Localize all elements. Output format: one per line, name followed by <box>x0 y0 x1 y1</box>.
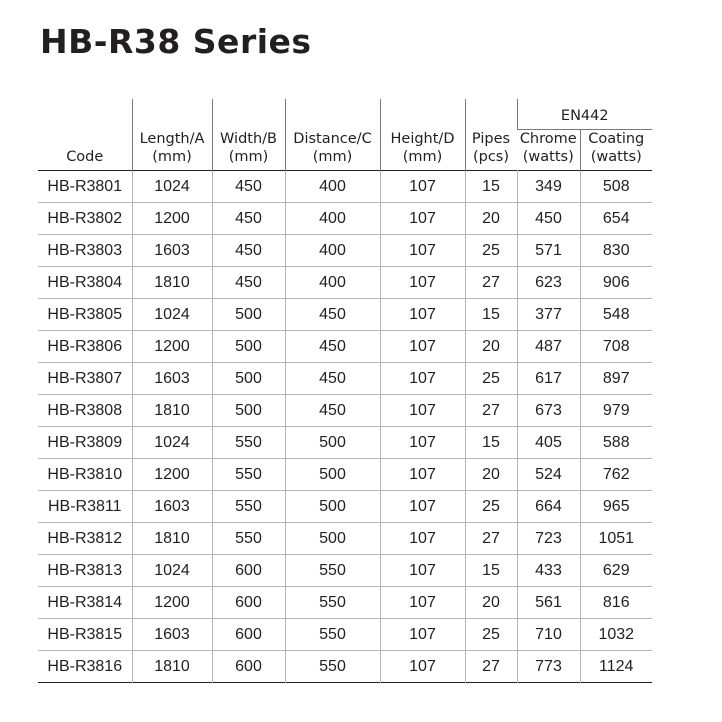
cell-pipes: 27 <box>465 651 517 683</box>
cell-chrome: 377 <box>517 299 580 331</box>
cell-width: 500 <box>212 299 285 331</box>
cell-coating: 897 <box>580 363 652 395</box>
cell-code: HB-R3807 <box>47 369 123 387</box>
cell-length: 1200 <box>132 459 212 491</box>
header-height <box>380 99 465 171</box>
cell-width: 450 <box>212 203 285 235</box>
cell-distance: 550 <box>285 587 380 619</box>
cell-distance: 400 <box>285 203 380 235</box>
cell-distance: 500 <box>285 459 380 491</box>
table-row <box>38 651 652 683</box>
cell-height: 107 <box>380 523 465 555</box>
cell-width: 500 <box>212 395 285 427</box>
header-distance-unit: (mm) <box>312 149 353 165</box>
cell-height: 107 <box>380 491 465 523</box>
cell-coating: 588 <box>580 427 652 459</box>
cell-height: 107 <box>380 299 465 331</box>
cell-length: 1603 <box>132 363 212 395</box>
cell-code: HB-R3810 <box>47 465 123 483</box>
cell-coating: 1051 <box>580 523 652 555</box>
cell-height: 107 <box>380 619 465 651</box>
cell-code: HB-R3816 <box>47 657 123 675</box>
header-pipes-label: Pipes <box>471 131 511 147</box>
cell-pipes: 15 <box>465 555 517 587</box>
cell-chrome: 723 <box>517 523 580 555</box>
cell-coating: 762 <box>580 459 652 491</box>
table-row <box>38 203 652 235</box>
cell-height: 107 <box>380 171 465 203</box>
cell-length: 1810 <box>132 651 212 683</box>
cell-pipes: 15 <box>465 171 517 203</box>
cell-height: 107 <box>380 651 465 683</box>
cell-pipes: 20 <box>465 203 517 235</box>
cell-distance: 400 <box>285 171 380 203</box>
cell-chrome: 450 <box>517 203 580 235</box>
cell-width: 550 <box>212 427 285 459</box>
cell-length: 1603 <box>132 491 212 523</box>
cell-length: 1603 <box>132 619 212 651</box>
cell-length: 1024 <box>132 171 212 203</box>
cell-code: HB-R3813 <box>47 561 123 579</box>
cell-width: 600 <box>212 651 285 683</box>
cell-length: 1810 <box>132 395 212 427</box>
cell-code: HB-R3804 <box>47 273 123 291</box>
cell-width: 600 <box>212 555 285 587</box>
header-length <box>132 99 212 171</box>
cell-code: HB-R3809 <box>47 433 123 451</box>
cell-width: 550 <box>212 491 285 523</box>
cell-code: HB-R3814 <box>47 593 123 611</box>
cell-height: 107 <box>380 587 465 619</box>
table-row <box>38 171 652 203</box>
cell-length: 1024 <box>132 299 212 331</box>
table-row <box>38 235 652 267</box>
table-row <box>38 619 652 651</box>
cell-chrome: 524 <box>517 459 580 491</box>
cell-distance: 550 <box>285 651 380 683</box>
table-row <box>38 555 652 587</box>
cell-pipes: 25 <box>465 235 517 267</box>
cell-length: 1200 <box>132 331 212 363</box>
header-coating-label: Coating <box>588 131 645 147</box>
cell-chrome: 673 <box>517 395 580 427</box>
cell-code: HB-R3801 <box>47 177 123 195</box>
cell-code: HB-R3802 <box>47 209 123 227</box>
cell-coating: 508 <box>580 171 652 203</box>
cell-height: 107 <box>380 395 465 427</box>
cell-distance: 500 <box>285 427 380 459</box>
cell-height: 107 <box>380 203 465 235</box>
header-chrome-unit: (watts) <box>522 149 574 165</box>
table-row <box>38 427 652 459</box>
header-chrome <box>517 130 580 171</box>
cell-width: 600 <box>212 619 285 651</box>
spec-table <box>38 99 652 683</box>
cell-distance: 400 <box>285 267 380 299</box>
page-title: HB-R38 Series <box>40 22 312 61</box>
cell-width: 500 <box>212 331 285 363</box>
header-length-unit: (mm) <box>152 149 192 165</box>
cell-length: 1200 <box>132 203 212 235</box>
cell-distance: 500 <box>285 491 380 523</box>
cell-distance: 450 <box>285 363 380 395</box>
cell-width: 600 <box>212 587 285 619</box>
cell-coating: 708 <box>580 331 652 363</box>
table-row <box>38 587 652 619</box>
cell-coating: 629 <box>580 555 652 587</box>
cell-chrome: 571 <box>517 235 580 267</box>
cell-distance: 550 <box>285 555 380 587</box>
header-distance <box>285 99 380 171</box>
header-height-unit: (mm) <box>402 149 443 165</box>
cell-length: 1603 <box>132 235 212 267</box>
cell-distance: 450 <box>285 299 380 331</box>
cell-chrome: 487 <box>517 331 580 363</box>
cell-chrome: 349 <box>517 171 580 203</box>
header-coating-unit: (watts) <box>590 149 642 165</box>
header-length-label: Length/A <box>139 131 205 147</box>
cell-height: 107 <box>380 555 465 587</box>
cell-coating: 830 <box>580 235 652 267</box>
cell-chrome: 623 <box>517 267 580 299</box>
cell-distance: 500 <box>285 523 380 555</box>
cell-pipes: 20 <box>465 587 517 619</box>
cell-code: HB-R3812 <box>47 529 123 547</box>
table-body <box>38 171 652 683</box>
cell-height: 107 <box>380 427 465 459</box>
cell-length: 1810 <box>132 267 212 299</box>
cell-chrome: 405 <box>517 427 580 459</box>
cell-height: 107 <box>380 459 465 491</box>
table-row <box>38 395 652 427</box>
cell-coating: 965 <box>580 491 652 523</box>
cell-chrome: 561 <box>517 587 580 619</box>
cell-chrome: 664 <box>517 491 580 523</box>
cell-width: 550 <box>212 459 285 491</box>
cell-pipes: 27 <box>465 395 517 427</box>
cell-coating: 816 <box>580 587 652 619</box>
header-width-unit: (mm) <box>228 149 269 165</box>
cell-width: 450 <box>212 235 285 267</box>
header-pipes <box>465 99 517 171</box>
header-code: Code <box>66 149 104 165</box>
cell-pipes: 27 <box>465 523 517 555</box>
cell-distance: 550 <box>285 619 380 651</box>
table-row <box>38 267 652 299</box>
table-row <box>38 299 652 331</box>
cell-length: 1810 <box>132 523 212 555</box>
cell-length: 1200 <box>132 587 212 619</box>
header-en442: EN442 <box>517 99 652 130</box>
table-row <box>38 523 652 555</box>
header-chrome-label: Chrome <box>519 131 577 147</box>
header-width <box>212 99 285 171</box>
cell-pipes: 20 <box>465 459 517 491</box>
cell-pipes: 20 <box>465 331 517 363</box>
cell-chrome: 433 <box>517 555 580 587</box>
cell-pipes: 15 <box>465 299 517 331</box>
cell-code: HB-R3803 <box>47 241 123 259</box>
cell-pipes: 25 <box>465 619 517 651</box>
cell-code: HB-R3815 <box>47 625 123 643</box>
table-row <box>38 491 652 523</box>
cell-pipes: 27 <box>465 267 517 299</box>
cell-code: HB-R3811 <box>47 497 122 515</box>
cell-code: HB-R3806 <box>47 337 123 355</box>
cell-chrome: 617 <box>517 363 580 395</box>
cell-pipes: 15 <box>465 427 517 459</box>
cell-coating: 906 <box>580 267 652 299</box>
cell-distance: 400 <box>285 235 380 267</box>
cell-height: 107 <box>380 235 465 267</box>
table-row <box>38 459 652 491</box>
cell-coating: 1032 <box>580 619 652 651</box>
header-height-label: Height/D <box>390 131 455 147</box>
cell-height: 107 <box>380 267 465 299</box>
table-row <box>38 363 652 395</box>
cell-width: 450 <box>212 171 285 203</box>
cell-length: 1024 <box>132 427 212 459</box>
cell-width: 550 <box>212 523 285 555</box>
cell-chrome: 773 <box>517 651 580 683</box>
cell-coating: 654 <box>580 203 652 235</box>
table-row <box>38 331 652 363</box>
cell-width: 500 <box>212 363 285 395</box>
header-distance-label: Distance/C <box>293 131 372 147</box>
header-pipes-unit: (pcs) <box>472 149 510 165</box>
header-coating <box>580 130 652 171</box>
cell-width: 450 <box>212 267 285 299</box>
cell-coating: 548 <box>580 299 652 331</box>
cell-coating: 1124 <box>580 651 652 683</box>
cell-distance: 450 <box>285 331 380 363</box>
cell-chrome: 710 <box>517 619 580 651</box>
cell-height: 107 <box>380 363 465 395</box>
header-width-label: Width/B <box>220 131 277 147</box>
cell-length: 1024 <box>132 555 212 587</box>
cell-pipes: 25 <box>465 491 517 523</box>
cell-distance: 450 <box>285 395 380 427</box>
cell-height: 107 <box>380 331 465 363</box>
cell-code: HB-R3805 <box>47 305 123 323</box>
cell-coating: 979 <box>580 395 652 427</box>
cell-pipes: 25 <box>465 363 517 395</box>
cell-code: HB-R3808 <box>47 401 123 419</box>
